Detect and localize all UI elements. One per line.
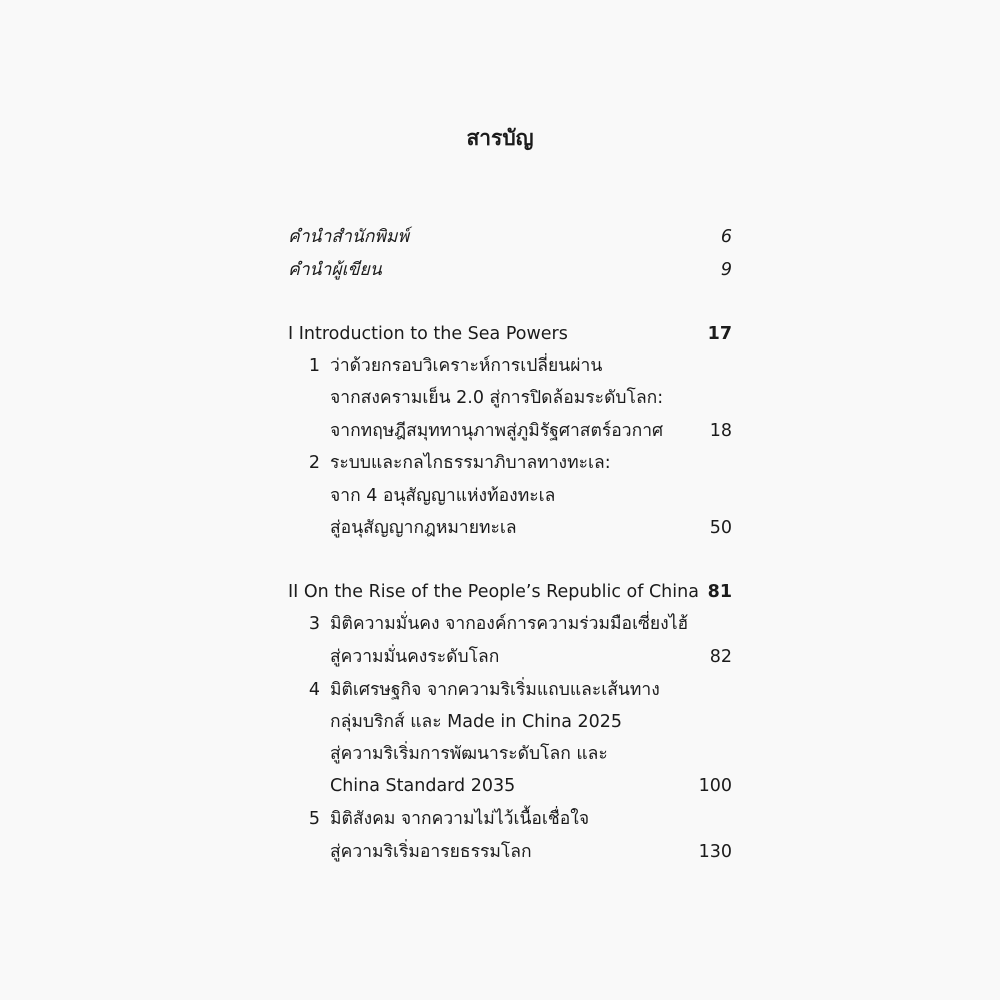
chapter-number: 1: [308, 356, 320, 376]
toc-entry-front-matter-label: คำนำผู้เขียน: [288, 260, 382, 280]
part-page: 17: [707, 324, 732, 344]
chapter-title-line: กลุ่มบริกส์ และ Made in China 2025: [330, 712, 623, 732]
part-heading: II On the Rise of the People’s Republic of China: [288, 582, 699, 602]
chapter-page: 130: [698, 842, 732, 862]
chapter-title-line: มิติสังคม จากความไม่ไว้เนื้อเชื่อใจ: [330, 809, 590, 829]
chapter-number: 5: [308, 809, 320, 829]
toc-entry-front-matter-page: 6: [720, 227, 732, 247]
chapter-title-line: จากทฤษฎีสมุททานุภาพสู่ภูมิรัฐศาสตร์อวกาศ: [330, 421, 664, 441]
chapter-title-line: มิติความมั่นคง จากองค์การความร่วมมือเซี่ยงไฮ้: [330, 614, 689, 634]
chapter-title-line: มิติเศรษฐกิจ จากความริเริ่มแถบและเส้นทาง: [330, 680, 660, 700]
chapter-title-line: China Standard 2035: [330, 776, 516, 796]
page-title: สารบัญ: [466, 125, 534, 150]
chapter-page: 18: [709, 421, 732, 441]
chapter-number: 2: [308, 453, 320, 473]
chapter-page: 100: [698, 776, 732, 796]
chapter-title-line: สู่ความริเริ่มการพัฒนาระดับโลก และ: [330, 744, 608, 764]
chapter-title-line: จากสงครามเย็น 2.0 สู่การปิดล้อมระดับโลก:: [330, 388, 664, 408]
chapter-title-line: สู่อนุสัญญากฎหมายทะเล: [330, 518, 517, 538]
chapter-page: 82: [709, 647, 732, 667]
chapter-title-line: สู่ความริเริ่มอารยธรรมโลก: [330, 842, 532, 862]
chapter-title-line: ว่าด้วยกรอบวิเคราะห์การเปลี่ยนผ่าน: [330, 356, 603, 376]
chapter-number: 4: [308, 680, 320, 700]
chapter-title-line: จาก 4 อนุสัญญาแห่งท้องทะเล: [330, 486, 556, 506]
chapter-number: 3: [308, 614, 320, 634]
toc-entry-front-matter-page: 9: [720, 260, 732, 280]
part-heading: I Introduction to the Sea Powers: [288, 324, 568, 344]
part-page: 81: [707, 582, 732, 602]
toc-entry-front-matter-label: คำนำสำนักพิมพ์: [288, 227, 409, 247]
chapter-title-line: ระบบและกลไกธรรมาภิบาลทางทะเล:: [330, 453, 611, 473]
chapter-title-line: สู่ความมั่นคงระดับโลก: [330, 647, 500, 667]
chapter-page: 50: [709, 518, 732, 538]
